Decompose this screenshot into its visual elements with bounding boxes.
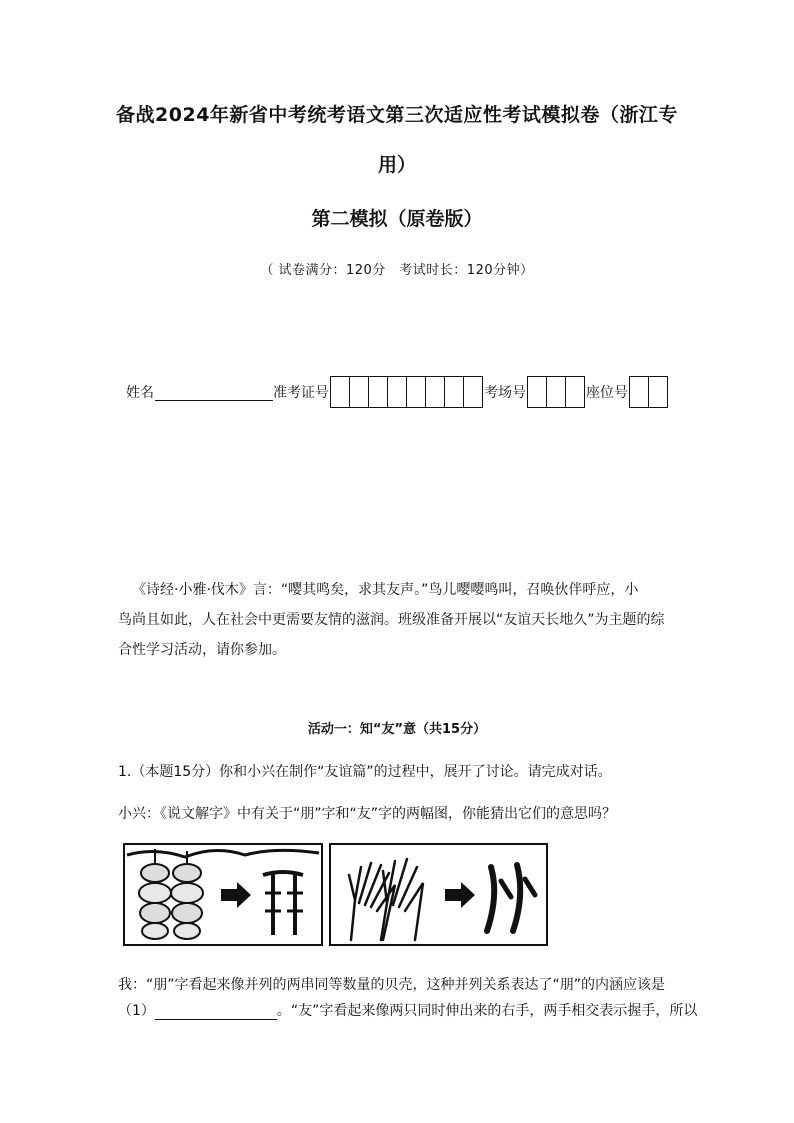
- answer-line-2-text: 。“友”字看起来像两只同时伸出来的右手，两手相交表示握手，所以: [276, 1003, 698, 1019]
- xiaoxing-line: 小兴：《说文解字》中有关于“朋”字和“友”字的两幅图，你能猜出它们的意思吗？: [118, 806, 617, 822]
- seat-label: 座位号: [586, 385, 628, 401]
- digit-box[interactable]: [528, 377, 547, 407]
- candidate-fields: [126, 376, 669, 408]
- shells-to-peng-icon: [125, 845, 321, 944]
- answer-blank-1[interactable]: [155, 1005, 277, 1020]
- digit-box[interactable]: [649, 377, 667, 407]
- title-line-1: 备战2024年新省中考统考语文第三次适应性考试模拟卷（浙江专: [116, 104, 678, 126]
- you-illustration: [329, 843, 548, 946]
- digit-box[interactable]: [464, 377, 482, 407]
- digit-box[interactable]: [369, 377, 388, 407]
- question-1: 1.（本题15分）你和小兴在制作“友谊篇”的过程中，展开了讨论。请完成对话。: [118, 764, 612, 780]
- page-subtitle: 第二模拟（原卷版）: [311, 208, 483, 230]
- exam-no-label: 准考证号: [273, 385, 329, 401]
- exam-info: （ 试卷满分：120分 考试时长：120分钟）: [260, 263, 534, 278]
- digit-box[interactable]: [388, 377, 407, 407]
- digit-box[interactable]: [407, 377, 426, 407]
- name-label: 姓名: [126, 385, 154, 401]
- answer-line-2: [118, 1000, 698, 1020]
- activity-heading: 活动一：知“友”意（共15分）: [307, 722, 487, 737]
- intro-line-3: 合性学习活动，请你参加。: [118, 642, 286, 658]
- blank-prefix: （1）: [118, 1003, 155, 1019]
- answer-line-1: 我：“朋”字看起来像并列的两串同等数量的贝壳，这种并列关系表达了“朋”的内涵应该是: [118, 977, 666, 993]
- exam-no-boxes[interactable]: [330, 376, 483, 408]
- digit-box[interactable]: [547, 377, 566, 407]
- intro-paragraph: [118, 575, 678, 665]
- digit-box[interactable]: [566, 377, 584, 407]
- intro-line-1: 《诗经·小雅·伐木》言：“嘤其鸣矣，求其友声。”鸟儿嘤嘤鸣叫，召唤伙伴呼应，小: [132, 582, 639, 598]
- digit-box[interactable]: [445, 377, 464, 407]
- seat-boxes[interactable]: [629, 376, 668, 408]
- digit-box[interactable]: [350, 377, 369, 407]
- digit-box[interactable]: [630, 377, 649, 407]
- digit-box[interactable]: [426, 377, 445, 407]
- digit-box[interactable]: [331, 377, 350, 407]
- intro-line-2: 鸟尚且如此，人在社会中更需要友情的滋润。班级准备开展以“友谊天长地久”为主题的综: [118, 612, 665, 628]
- peng-illustration: [123, 843, 323, 946]
- room-label: 考场号: [484, 385, 526, 401]
- room-boxes[interactable]: [527, 376, 585, 408]
- name-field[interactable]: [155, 384, 273, 401]
- title-line-2: 用）: [377, 154, 416, 176]
- hands-to-you-icon: [331, 845, 546, 944]
